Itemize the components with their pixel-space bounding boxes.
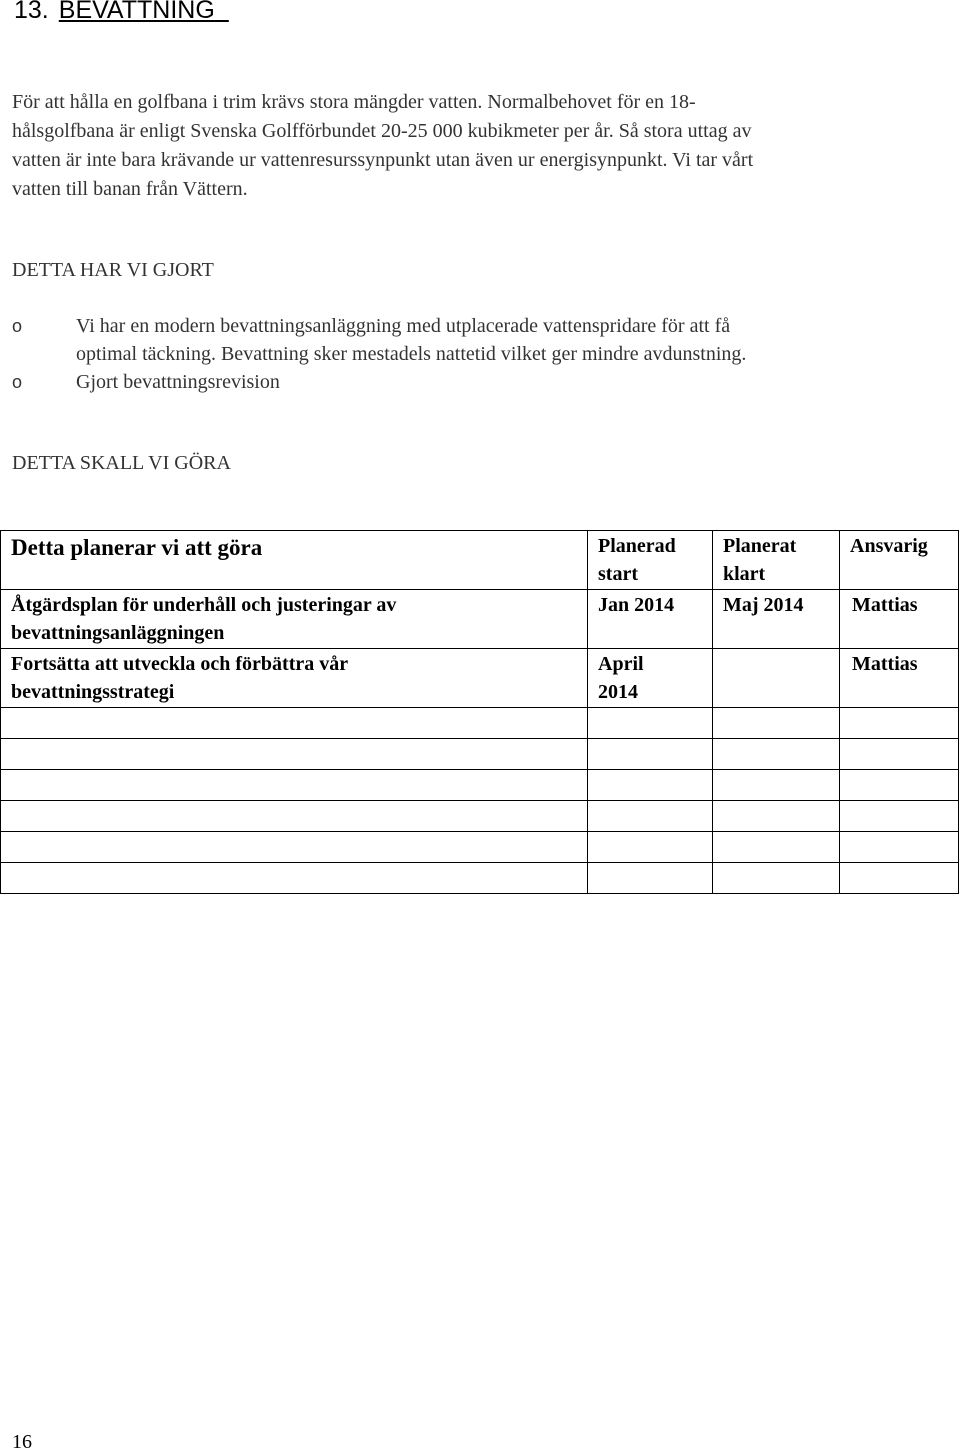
empty-table-row [1,739,959,770]
empty-cell [840,863,959,894]
table-row [1,649,959,708]
cell-task [1,649,588,708]
cell-start [588,649,713,708]
empty-cell [1,801,588,832]
empty-cell [840,832,959,863]
empty-cell [1,770,588,801]
header-start-line: start [598,563,638,585]
header-finish-line: klart [723,563,766,585]
empty-cell [840,770,959,801]
cell-finish [713,590,840,649]
cell-start-line: 2014 [598,681,638,703]
page-number: 16 [12,1431,32,1453]
section-number: 13. [14,0,49,24]
header-finish-line: Planerat [723,535,797,557]
cell-start [588,590,713,649]
header-task: Detta planerar vi att göra [1,531,588,590]
plan-table [0,530,959,894]
done-section-title: DETTA HAR VI GJORT [12,259,214,281]
empty-cell [840,739,959,770]
list-item-line: Vi har en modern bevattningsanläggning med utplacerade vattenspridare för att få [76,315,731,337]
empty-cell [713,739,840,770]
empty-cell [713,801,840,832]
empty-cell [588,801,713,832]
section-title: BEVATTNING [58,0,215,24]
list-item [12,368,942,396]
bullet-circle-icon: o [12,372,23,392]
empty-cell [1,708,588,739]
header-owner: Ansvarig [840,531,959,590]
header-finish [713,531,840,590]
cell-owner: Mattias [840,649,959,708]
empty-cell [1,739,588,770]
empty-cell [1,863,588,894]
empty-table-row [1,832,959,863]
intro-paragraph [12,88,922,204]
empty-table-row [1,801,959,832]
empty-cell [588,770,713,801]
empty-cell [1,832,588,863]
empty-cell [588,863,713,894]
cell-task-line: bevattningsstrategi [11,681,175,703]
intro-line: hålsgolfbana är enligt Svenska Golfförbundet 20-25 000 kubikmeter per år. Så stora uttag av [12,120,752,142]
cell-task-line: bevattningsanläggningen [11,622,225,644]
empty-cell [713,832,840,863]
bullet-circle-icon: o [12,316,23,336]
cell-start-line: Jan 2014 [598,594,675,616]
cell-task [1,590,588,649]
cell-task-line: Åtgärdsplan för underhåll och justeringar av [11,594,397,616]
intro-line: För att hålla en golfbana i trim krävs stora mängder vatten. Normalbehovet för en 18- [12,91,696,113]
cell-finish [713,649,840,708]
empty-cell [588,739,713,770]
header-start-line: Planerad [598,535,676,557]
empty-cell [713,708,840,739]
section-heading [14,0,229,28]
cell-owner: Mattias [840,590,959,649]
empty-cell [713,863,840,894]
cell-task-line: Fortsätta att utveckla och förbättra vår [11,653,349,675]
cell-finish-line: Maj 2014 [723,594,804,616]
empty-table-row [1,863,959,894]
empty-cell [588,708,713,739]
list-item-line: Gjort bevattningsrevision [76,371,280,393]
todo-section-title: DETTA SKALL VI GÖRA [12,452,231,474]
empty-cell [713,770,840,801]
list-item [12,312,942,368]
intro-line: vatten till banan från Vättern. [12,178,248,200]
empty-table-row [1,708,959,739]
intro-line: vatten är inte bara krävande ur vattenresurssynpunkt utan även ur energisynpunkt. Vi tar vårt [12,149,754,171]
empty-table-row [1,770,959,801]
empty-cell [588,832,713,863]
cell-start-line: April [598,653,644,675]
list-item-line: optimal täckning. Bevattning sker mestadels nattetid vilket ger mindre avdunstning. [76,343,747,365]
done-list [12,312,942,396]
empty-cell [840,708,959,739]
empty-cell [840,801,959,832]
header-start [588,531,713,590]
table-header-row [1,531,959,590]
table-row [1,590,959,649]
